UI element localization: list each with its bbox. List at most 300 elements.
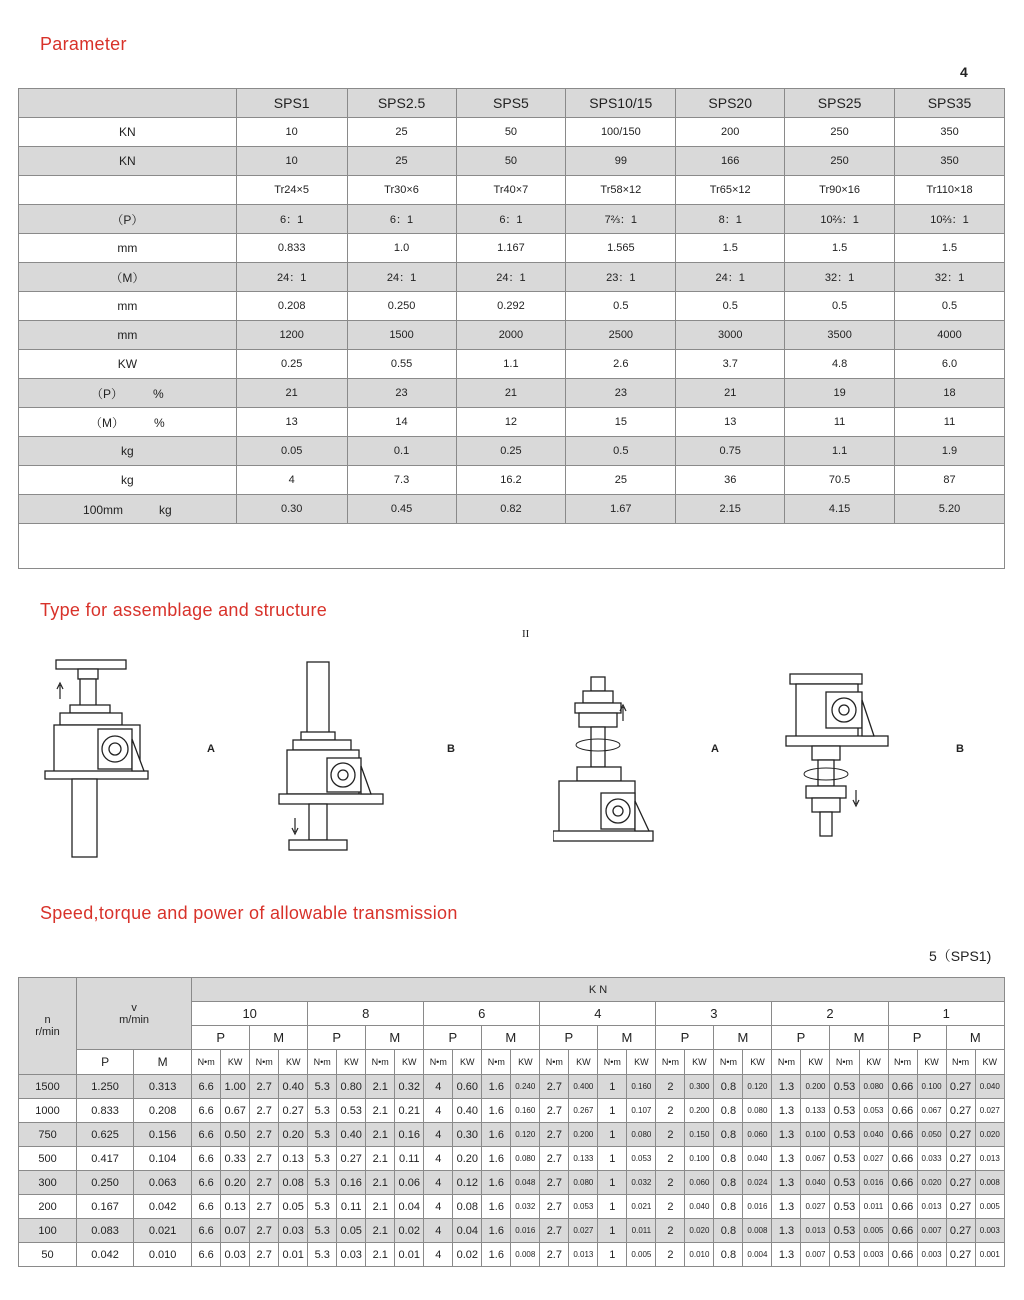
speed-value: 0.208 [134,1099,192,1123]
parameter-value-cell: 7⅔：1 [566,205,676,234]
parameter-value-cell: 0.292 [456,292,566,321]
power-value: 0.200 [569,1123,598,1147]
torque-value: 6.6 [192,1219,221,1243]
parameter-value-cell: 21 [676,379,785,408]
parameter-header-row [19,89,1005,118]
torque-value: 2.7 [540,1075,569,1099]
parameter-value-cell: 6：1 [236,205,347,234]
rpm-value: 100 [19,1219,77,1243]
power-value: 0.032 [627,1171,656,1195]
power-value: 0.133 [801,1099,830,1123]
torque-value: 0.66 [888,1147,917,1171]
torque-value: 0.53 [830,1243,859,1267]
power-value: 0.001 [975,1243,1004,1267]
speed-data-row [19,1171,1005,1195]
torque-value: 4 [424,1243,453,1267]
torque-value: 4 [424,1075,453,1099]
power-value: 1.00 [221,1075,250,1099]
parameter-row [19,234,1005,263]
power-value: 0.020 [917,1171,946,1195]
power-unit-header: KW [627,1050,656,1075]
power-value: 0.33 [221,1147,250,1171]
power-value: 0.003 [859,1243,888,1267]
torque-value: 0.27 [946,1171,975,1195]
torque-value: 1.3 [772,1195,801,1219]
torque-value: 0.27 [946,1243,975,1267]
torque-unit-header: N•m [772,1050,801,1075]
torque-value: 5.3 [308,1075,337,1099]
power-unit-header: KW [743,1050,772,1075]
torque-value: 2.1 [366,1147,395,1171]
power-value: 0.40 [453,1099,482,1123]
parameter-value-cell: 0.05 [236,437,347,466]
torque-value: 0.8 [714,1171,743,1195]
parameter-value-cell: 1500 [347,321,456,350]
torque-value: 0.66 [888,1075,917,1099]
torque-value: 2.7 [250,1243,279,1267]
power-value: 0.032 [511,1195,540,1219]
speed-value: 0.250 [77,1171,134,1195]
power-value: 0.080 [569,1171,598,1195]
parameter-value-cell: 11 [785,408,895,437]
parameter-value-cell: 1200 [236,321,347,350]
parameter-row-label: mm [19,234,237,263]
rpm-value: 500 [19,1147,77,1171]
torque-value: 2.1 [366,1195,395,1219]
parameter-row [19,321,1005,350]
parameter-value-cell: 1.167 [456,234,566,263]
ratio-m-header: M [830,1026,888,1050]
model-header-sps2-5: SPS2.5 [347,89,456,118]
parameter-value-cell: 1.5 [895,234,1005,263]
power-value: 0.05 [279,1195,308,1219]
parameter-row-label: KN [19,118,237,147]
torque-value: 1 [598,1171,627,1195]
parameter-row-label: （M） % [19,408,237,437]
parameter-row [19,205,1005,234]
power-value: 0.011 [627,1219,656,1243]
speed-value: 0.021 [134,1219,192,1243]
power-value: 0.016 [859,1171,888,1195]
speed-value: 0.625 [77,1123,134,1147]
torque-value: 2.7 [250,1219,279,1243]
torque-value: 0.66 [888,1099,917,1123]
rpm-value: 1000 [19,1099,77,1123]
torque-value: 2 [656,1195,685,1219]
parameter-value-cell: 166 [676,147,785,176]
ratio-m-header: M [250,1026,308,1050]
model-header-sps25: SPS25 [785,89,895,118]
torque-value: 2.1 [366,1219,395,1243]
torque-value: 1 [598,1099,627,1123]
ratio-m-header: M [714,1026,772,1050]
torque-value: 0.53 [830,1171,859,1195]
power-value: 0.024 [743,1171,772,1195]
parameter-row-label: 100mm kg [19,495,237,524]
parameter-value-cell: 24：1 [347,263,456,292]
ratio-p-header: P [192,1026,250,1050]
parameter-value-cell: 70.5 [785,466,895,495]
power-value: 0.107 [627,1099,656,1123]
parameter-value-cell: 25 [566,466,676,495]
torque-value: 0.27 [946,1099,975,1123]
power-value: 0.040 [743,1147,772,1171]
torque-value: 5.3 [308,1099,337,1123]
power-unit-header: KW [975,1050,1004,1075]
torque-value: 0.27 [946,1147,975,1171]
table-number-4: 4 [960,64,968,80]
torque-value: 2.7 [250,1147,279,1171]
power-value: 0.013 [975,1147,1004,1171]
torque-value: 1 [598,1123,627,1147]
power-value: 0.100 [685,1147,714,1171]
speed-p-header: P [77,1050,134,1075]
power-value: 0.013 [801,1219,830,1243]
power-value: 0.067 [917,1099,946,1123]
parameter-value-cell: 0.833 [236,234,347,263]
parameter-row [19,379,1005,408]
load-value-header: 3 [656,1002,772,1026]
speed-data-row [19,1123,1005,1147]
parameter-value-cell: Tr30×6 [347,176,456,205]
torque-value: 1.6 [482,1075,511,1099]
parameter-value-cell: 0.55 [347,350,456,379]
power-value: 0.04 [395,1195,424,1219]
speed-data-row [19,1147,1005,1171]
rpm-header-cell: n r/min [19,978,77,1075]
torque-value: 0.27 [946,1075,975,1099]
power-value: 0.016 [511,1219,540,1243]
torque-value: 4 [424,1147,453,1171]
parameter-value-cell: 1.0 [347,234,456,263]
speed-value: 1.250 [77,1075,134,1099]
power-value: 0.033 [917,1147,946,1171]
torque-unit-header: N•m [830,1050,859,1075]
power-value: 0.005 [859,1219,888,1243]
torque-value: 0.66 [888,1219,917,1243]
model-header-sps35: SPS35 [895,89,1005,118]
load-value-header: 6 [424,1002,540,1026]
power-value: 0.011 [859,1195,888,1219]
torque-value: 1.3 [772,1171,801,1195]
torque-value: 0.53 [830,1123,859,1147]
speed-torque-power-table [18,977,1005,1267]
torque-value: 1.6 [482,1123,511,1147]
parameter-value-cell: 0.75 [676,437,785,466]
parameter-row-label: （M） [19,263,237,292]
torque-value: 0.53 [830,1195,859,1219]
power-value: 0.021 [627,1195,656,1219]
torque-value: 1.6 [482,1171,511,1195]
power-value: 0.060 [743,1123,772,1147]
power-value: 0.30 [453,1123,482,1147]
parameter-value-cell: 1.565 [566,234,676,263]
power-value: 0.01 [395,1243,424,1267]
parameter-value-cell: 0.5 [566,292,676,321]
parameter-value-cell: 250 [785,118,895,147]
power-value: 0.04 [453,1219,482,1243]
power-value: 0.027 [569,1219,598,1243]
parameter-value-cell: 5.20 [895,495,1005,524]
power-value: 0.020 [685,1219,714,1243]
power-value: 0.040 [975,1075,1004,1099]
parameter-value-cell: 2.15 [676,495,785,524]
parameter-value-cell: 1.1 [456,350,566,379]
parameter-value-cell: 16.2 [456,466,566,495]
parameter-row-label [19,176,237,205]
jack-rotating-a-drawing [553,675,663,845]
parameter-value-cell: 10 [236,147,347,176]
power-value: 0.07 [221,1219,250,1243]
torque-value: 0.66 [888,1123,917,1147]
parameter-value-cell: 21 [236,379,347,408]
power-value: 0.048 [511,1171,540,1195]
power-value: 0.133 [569,1147,598,1171]
parameter-value-cell: Tr40×7 [456,176,566,205]
parameter-value-cell: 14 [347,408,456,437]
torque-value: 0.53 [830,1099,859,1123]
torque-value: 0.66 [888,1171,917,1195]
power-value: 0.05 [337,1219,366,1243]
torque-unit-header: N•m [424,1050,453,1075]
torque-value: 2 [656,1243,685,1267]
torque-value: 0.8 [714,1075,743,1099]
power-value: 0.100 [917,1075,946,1099]
torque-unit-header: N•m [366,1050,395,1075]
parameter-value-cell: 1.67 [566,495,676,524]
parameter-value-cell: 3000 [676,321,785,350]
power-value: 0.03 [279,1219,308,1243]
speed-value: 0.010 [134,1243,192,1267]
parameter-row [19,176,1005,205]
parameter-value-cell: 350 [895,147,1005,176]
torque-value: 2.7 [250,1195,279,1219]
speed-data-row [19,1099,1005,1123]
parameter-value-cell: 23：1 [566,263,676,292]
jack-upright-b-drawing [275,658,385,858]
power-value: 0.20 [221,1171,250,1195]
torque-value: 0.8 [714,1219,743,1243]
parameter-value-cell: 250 [785,147,895,176]
torque-value: 0.66 [888,1243,917,1267]
power-value: 0.32 [395,1075,424,1099]
power-value: 0.400 [569,1075,598,1099]
torque-unit-header: N•m [540,1050,569,1075]
ratio-m-header: M [946,1026,1004,1050]
torque-value: 2.1 [366,1243,395,1267]
torque-value: 2.7 [540,1147,569,1171]
parameter-row [19,147,1005,176]
power-value: 0.027 [975,1099,1004,1123]
torque-value: 5.3 [308,1243,337,1267]
torque-value: 0.8 [714,1243,743,1267]
parameter-value-cell: 2000 [456,321,566,350]
power-value: 0.010 [685,1243,714,1267]
parameter-row [19,118,1005,147]
speed-m-header: M [134,1050,192,1075]
torque-value: 2.1 [366,1075,395,1099]
power-value: 0.060 [685,1171,714,1195]
parameter-value-cell: 24：1 [676,263,785,292]
model-header-sps5: SPS5 [456,89,566,118]
model-header-sps1: SPS1 [236,89,347,118]
power-value: 0.13 [221,1195,250,1219]
power-value: 0.300 [685,1075,714,1099]
parameter-value-cell: 7.3 [347,466,456,495]
power-value: 0.20 [279,1123,308,1147]
power-value: 0.27 [337,1147,366,1171]
parameter-value-cell: 18 [895,379,1005,408]
rpm-value: 200 [19,1195,77,1219]
torque-value: 2 [656,1171,685,1195]
torque-value: 1.3 [772,1243,801,1267]
speed-header-cell: v m/min [77,978,192,1050]
ratio-p-header: P [772,1026,830,1050]
parameter-value-cell: 4 [236,466,347,495]
torque-value: 5.3 [308,1147,337,1171]
power-unit-header: KW [279,1050,308,1075]
parameter-value-cell: Tr90×16 [785,176,895,205]
power-value: 0.27 [279,1099,308,1123]
power-value: 0.08 [453,1195,482,1219]
torque-value: 5.3 [308,1219,337,1243]
parameter-value-cell: 0.250 [347,292,456,321]
parameter-value-cell: 3.7 [676,350,785,379]
torque-value: 2.7 [540,1219,569,1243]
torque-value: 1.3 [772,1099,801,1123]
power-value: 0.013 [569,1243,598,1267]
torque-value: 4 [424,1219,453,1243]
parameter-value-cell: 4.8 [785,350,895,379]
power-value: 0.80 [337,1075,366,1099]
figure-label-b1: B [447,743,455,755]
parameter-value-cell: 99 [566,147,676,176]
power-unit-header: KW [221,1050,250,1075]
power-value: 0.080 [511,1147,540,1171]
parameter-value-cell: 32：1 [895,263,1005,292]
power-value: 0.053 [569,1195,598,1219]
torque-value: 1.3 [772,1075,801,1099]
power-value: 0.20 [453,1147,482,1171]
parameter-value-cell: 13 [236,408,347,437]
torque-value: 0.27 [946,1123,975,1147]
torque-unit-header: N•m [250,1050,279,1075]
parameter-table [18,88,1005,569]
parameter-value-cell: Tr65×12 [676,176,785,205]
parameter-value-cell: 19 [785,379,895,408]
power-value: 0.080 [859,1075,888,1099]
power-value: 0.100 [801,1123,830,1147]
torque-value: 1.6 [482,1099,511,1123]
torque-unit-header: N•m [714,1050,743,1075]
rpm-value: 1500 [19,1075,77,1099]
parameter-value-cell: 1.5 [785,234,895,263]
parameter-value-cell: 100/150 [566,118,676,147]
torque-value: 1.3 [772,1123,801,1147]
parameter-value-cell: 25 [347,147,456,176]
power-value: 0.007 [917,1219,946,1243]
torque-value: 1.3 [772,1219,801,1243]
load-kn-header: K N [192,978,1005,1002]
power-value: 0.12 [453,1171,482,1195]
speed-value: 0.417 [77,1147,134,1171]
parameter-value-cell: 15 [566,408,676,437]
power-value: 0.080 [743,1099,772,1123]
torque-unit-header: N•m [308,1050,337,1075]
torque-value: 0.66 [888,1195,917,1219]
power-unit-header: KW [511,1050,540,1075]
power-value: 0.120 [511,1123,540,1147]
speed-value: 0.833 [77,1099,134,1123]
torque-unit-header: N•m [192,1050,221,1075]
figure-label-b2: B [956,743,964,755]
torque-value: 6.6 [192,1195,221,1219]
parameter-row-label: kg [19,466,237,495]
power-value: 0.03 [337,1243,366,1267]
torque-value: 1 [598,1219,627,1243]
power-value: 0.013 [917,1195,946,1219]
torque-value: 4 [424,1171,453,1195]
speed-title: Speed,torque and power of allowable transmission [40,903,458,923]
power-value: 0.02 [395,1219,424,1243]
rpm-value: 50 [19,1243,77,1267]
power-value: 0.005 [975,1195,1004,1219]
power-unit-header: KW [801,1050,830,1075]
speed-data-row [19,1243,1005,1267]
parameter-title: Parameter [40,34,127,54]
jack-rotating-b-drawing [782,670,892,840]
load-value-header: 1 [888,1002,1004,1026]
parameter-value-cell: 0.82 [456,495,566,524]
power-value: 0.150 [685,1123,714,1147]
power-value: 0.40 [279,1075,308,1099]
ratio-m-header: M [482,1026,540,1050]
torque-value: 6.6 [192,1099,221,1123]
power-value: 0.67 [221,1099,250,1123]
torque-value: 0.8 [714,1123,743,1147]
power-value: 0.11 [337,1195,366,1219]
speed-value: 0.313 [134,1075,192,1099]
ratio-p-header: P [308,1026,366,1050]
power-value: 0.008 [743,1219,772,1243]
power-value: 0.008 [511,1243,540,1267]
parameter-value-cell: 1.1 [785,437,895,466]
figure-label-a2: A [711,743,719,755]
speed-value: 0.042 [134,1195,192,1219]
power-value: 0.13 [279,1147,308,1171]
torque-value: 1 [598,1147,627,1171]
parameter-value-cell: 0.25 [456,437,566,466]
torque-value: 6.6 [192,1243,221,1267]
parameter-value-cell: Tr24×5 [236,176,347,205]
power-value: 0.067 [801,1147,830,1171]
torque-unit-header: N•m [482,1050,511,1075]
power-value: 0.160 [627,1075,656,1099]
rpm-value: 750 [19,1123,77,1147]
power-value: 0.60 [453,1075,482,1099]
power-unit-header: KW [569,1050,598,1075]
parameter-value-cell: 12 [456,408,566,437]
model-header-sps10-15: SPS10/15 [566,89,676,118]
speed-data-row [19,1075,1005,1099]
power-unit-header: KW [859,1050,888,1075]
parameter-value-cell: 24：1 [236,263,347,292]
torque-value: 1.6 [482,1243,511,1267]
torque-value: 2.7 [540,1171,569,1195]
speed-value: 0.042 [77,1243,134,1267]
parameter-value-cell: 23 [347,379,456,408]
power-value: 0.16 [395,1123,424,1147]
